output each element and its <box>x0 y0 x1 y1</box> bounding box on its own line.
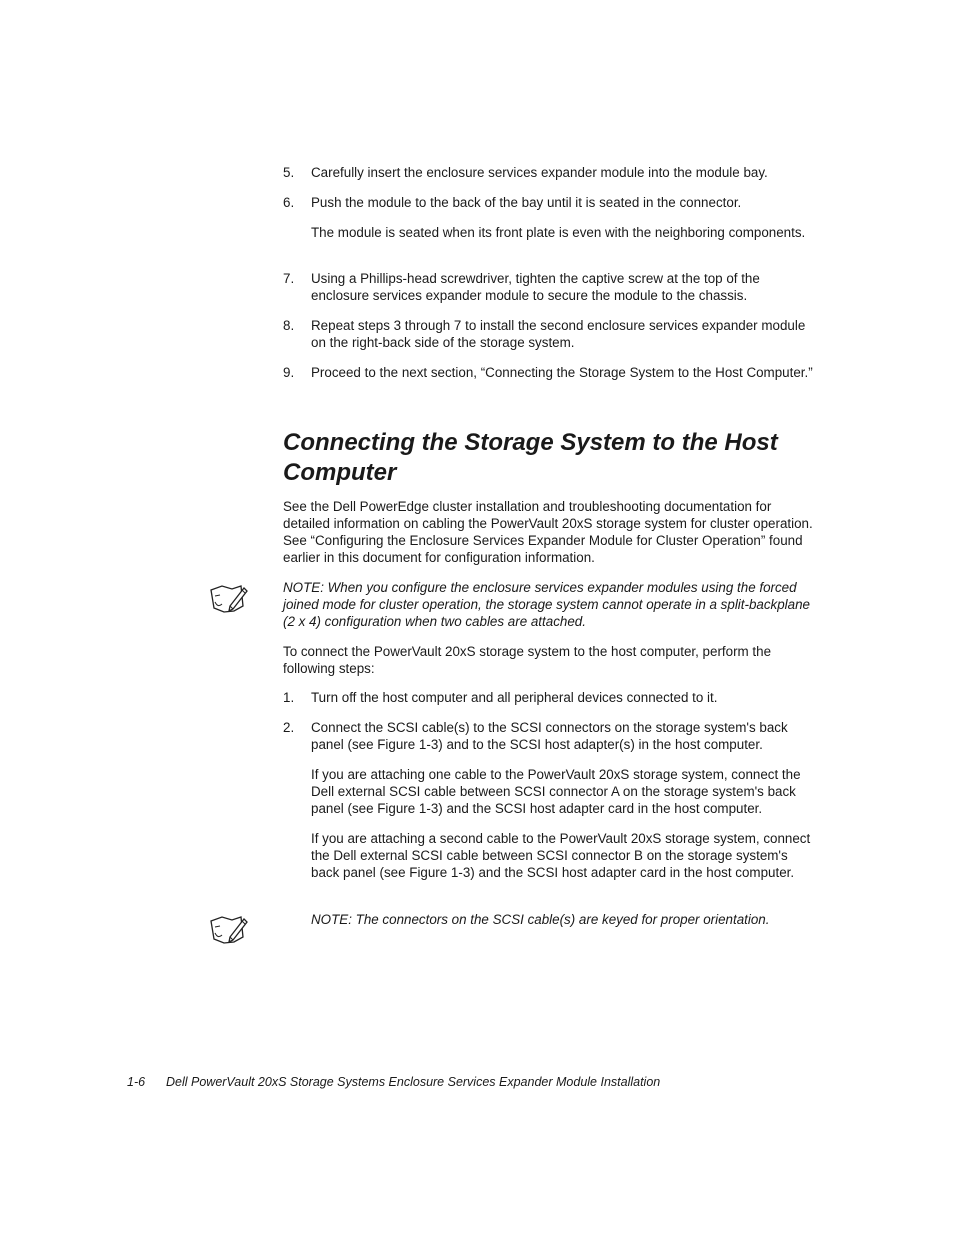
step-text: Repeat steps 3 through 7 to install the second enclosure services expander module on the right-back side of the storage system. <box>311 318 806 350</box>
step-item <box>283 194 813 211</box>
step-item <box>283 689 813 706</box>
step-number: 9. <box>283 365 295 380</box>
footer-title: Dell PowerVault 20xS Storage Systems Enclosure Services Expander Module Installation <box>166 1075 661 1089</box>
step-text: Connect the SCSI cable(s) to the SCSI connectors on the storage system's back panel (see Figure 1-3) and to the SCSI host adapter(s) in the host computer. <box>311 720 788 752</box>
page-number: 1-6 <box>127 1075 146 1089</box>
note-pencil-icon <box>208 582 248 618</box>
step-text: Using a Phillips-head screwdriver, tighten the captive screw at the top of the enclosure services expander module to secure the module to the chassis. <box>311 271 760 303</box>
step-detail: If you are attaching one cable to the PowerVault 20xS storage system, connect the Dell external SCSI cable between SCSI connector A on the storage system's back panel (see Figure 1-3) and the SCSI host adapter card in the host computer. <box>311 767 801 816</box>
step-number: 7. <box>283 271 295 286</box>
step-number: 6. <box>283 195 295 210</box>
step-text: Carefully insert the enclosure services expander module into the module bay. <box>311 165 768 180</box>
step-text: Proceed to the next section, “Connecting the Storage System to the Host Computer.” <box>311 365 813 380</box>
note-pencil-icon <box>208 913 248 949</box>
step-number: 8. <box>283 318 295 333</box>
step-detail: The module is seated when its front plate is even with the neighboring components. <box>311 225 806 240</box>
note-text: NOTE: When you configure the enclosure services expander modules using the forced joined mode for cluster operation, the storage system cannot operate in a split-backplane (2 x 4) configuration when two cables are attached. <box>283 580 811 629</box>
step-item <box>283 270 813 304</box>
step-text: Push the module to the back of the bay until it is seated in the connector. <box>311 195 742 210</box>
step-text: Turn off the host computer and all peripheral devices connected to it. <box>311 690 718 705</box>
intro-paragraph: See the Dell PowerEdge cluster installation and troubleshooting documentation for detailed information on cabling the PowerVault 20xS storage system for cluster operation. See “Configuring the Enclosure Services Expander Module for Cluster Operation” found earlier in this document for configuration information. <box>283 499 813 565</box>
step-item <box>283 317 813 351</box>
section-heading: Connecting the Storage System to the Host Computer <box>283 429 778 486</box>
step-number: 5. <box>283 165 295 180</box>
step-item <box>283 164 813 181</box>
step-number: 2. <box>283 720 295 735</box>
note-text: NOTE: The connectors on the SCSI cable(s) are keyed for proper orientation. <box>311 912 770 927</box>
step-item <box>283 719 813 753</box>
lead-paragraph: To connect the PowerVault 20xS storage system to the host computer, perform the following steps: <box>283 644 772 676</box>
step-item <box>283 364 813 381</box>
step-number: 1. <box>283 690 295 705</box>
step-detail: If you are attaching a second cable to the PowerVault 20xS storage system, connect the Dell external SCSI cable between SCSI connector B on the storage system's back panel (see Figure 1-3) and the SCSI host adapter card in the host computer. <box>311 831 811 880</box>
